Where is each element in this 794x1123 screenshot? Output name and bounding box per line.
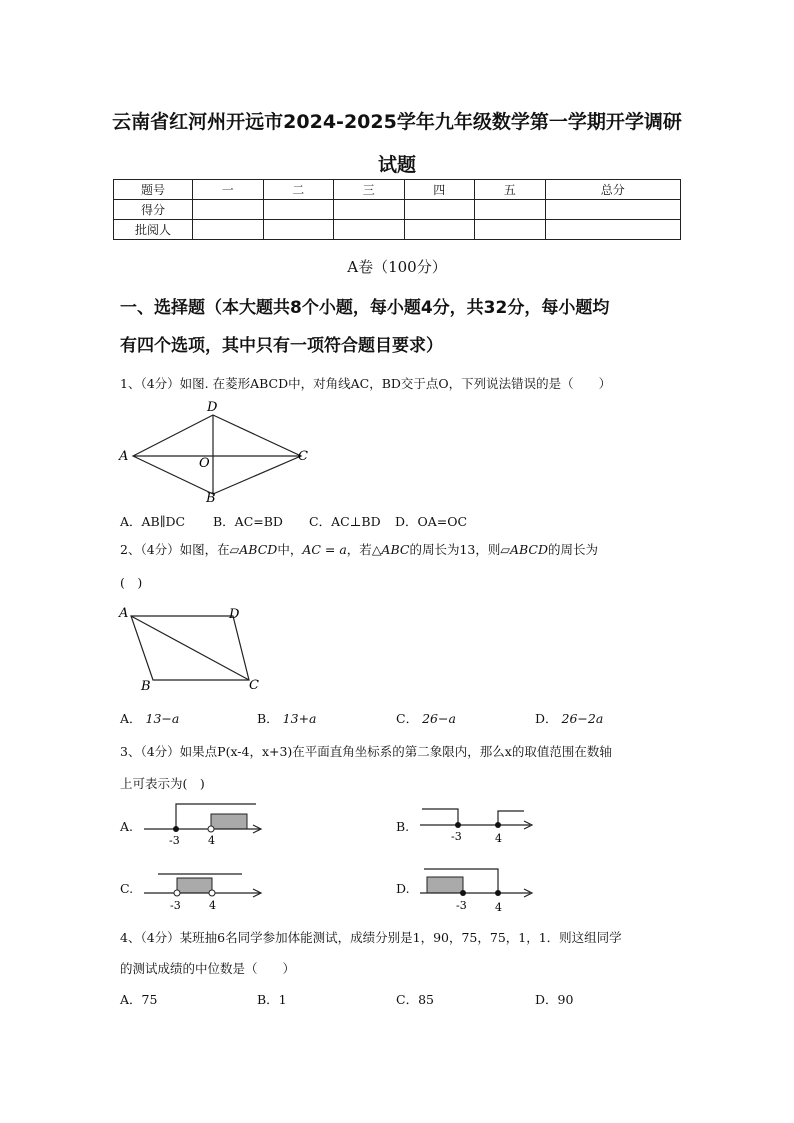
parallelogram-symbol: ▱ABCD [229,542,278,557]
table-cell[interactable] [475,220,546,240]
q4-option-c[interactable]: C．85 [396,992,434,1007]
q3-option-b[interactable]: B. [396,819,410,834]
number-line-d [418,862,548,916]
option-letter: A． [120,711,142,726]
q2-text-part: 的周长为 [548,542,599,557]
tick-label: -3 [456,899,467,912]
tick-label: -3 [170,899,181,912]
table-cell: 二 [263,180,334,200]
label-b: B [206,491,216,504]
table-cell[interactable] [475,200,546,220]
table-row [114,200,681,220]
tick-label: 4 [209,899,216,912]
option-expr: 26−a [422,711,456,726]
section-heading: A卷（100分） [347,258,447,276]
q3-option-d[interactable]: D. [396,881,410,896]
part-heading: 一、选择题（本大题共8个小题，每小题4分，共32分，每小题均 [120,298,610,318]
q1-option-c[interactable]: C．AC⊥BD [309,514,381,529]
q2-math: AC = a [302,542,347,557]
tick-label: -3 [451,830,462,843]
table-cell[interactable] [193,200,264,220]
table-cell[interactable] [545,200,681,220]
option-expr: 13−a [145,711,180,726]
q2-option-a[interactable] [120,709,179,727]
option-letter: B． [257,711,279,726]
q2-option-c[interactable] [396,709,456,727]
table-cell[interactable] [193,220,264,240]
q1-option-b[interactable]: B．AC=BD [213,514,283,529]
q1-option-a[interactable]: A．AB∥DC [120,514,186,529]
question-2-bracket: ( ) [120,575,143,590]
label-c: C [249,678,259,693]
table-cell[interactable] [334,200,405,220]
table-cell[interactable] [334,220,405,240]
number-line-a [140,800,270,850]
question-4-text-line2: 的测试成绩的中位数是（ ） [120,961,296,976]
q2-text-part: 2、（4分）如图，在 [120,542,230,557]
q2-option-b[interactable] [257,709,317,727]
question-3-text-line2: 上可表示为( ) [120,776,205,791]
tick-label: -3 [169,834,180,847]
label-c: C [298,449,308,464]
q4-option-a[interactable]: A．75 [120,992,158,1007]
label-d: D [207,400,218,415]
page-title: 云南省红河州开远市2024-2025学年九年级数学第一学期开学调研 [112,111,682,133]
q2-text-part: 的周长为13，则 [409,542,501,557]
option-expr: 26−2a [561,711,604,726]
option-expr: 13+a [282,711,317,726]
label-d: D [229,607,240,622]
table-row [114,220,681,240]
table-cell: 总分 [545,180,681,200]
table-cell: 得分 [114,200,193,220]
option-letter: C． [396,711,419,726]
table-cell[interactable] [263,200,334,220]
score-table [113,179,681,240]
question-3-text: 3、（4分）如果点P(x-4，x+3)在平面直角坐标系的第二象限内，那么x的取值范围在数轴 [120,744,612,759]
question-4-text: 4、（4分）某班抽6名同学参加体能测试，成绩分别是1，90，75，75，1，1．则这组同学 [120,930,622,945]
rhombus-figure [115,398,325,504]
table-cell[interactable] [263,220,334,240]
table-cell[interactable] [404,220,475,240]
table-cell: 五 [475,180,546,200]
q4-option-d[interactable]: D．90 [535,992,574,1007]
q2-text-part: ，若 [346,542,372,557]
page-title-line2: 试题 [377,154,416,176]
q1-option-d[interactable]: D．OA=OC [395,514,468,529]
label-o: O [199,456,210,471]
label-a: A [119,606,129,621]
table-cell: 题号 [114,180,193,200]
q2-option-d[interactable] [535,709,603,727]
parallelogram-symbol: ▱ABCD [500,542,548,557]
table-row [114,180,681,200]
tick-label: 4 [495,901,502,914]
q4-option-b[interactable]: B．1 [257,992,287,1007]
number-line-c [140,864,270,916]
tick-label: 4 [208,834,215,847]
label-b: B [141,679,151,694]
table-cell: 三 [334,180,405,200]
q2-text-part: 中， [277,542,303,557]
number-line-b [418,800,548,850]
table-cell: 四 [404,180,475,200]
parallelogram-figure [113,602,273,694]
q3-option-a[interactable]: A. [120,819,134,834]
question-1-text: 1、（4分）如图. 在菱形ABCD中，对角线AC，BD交于点O，下列说法错误的是（ ） [120,376,612,391]
triangle-symbol: △ABC [371,542,410,557]
table-cell[interactable] [545,220,681,240]
question-2-text [120,534,680,566]
table-cell[interactable] [404,200,475,220]
option-letter: D． [535,711,558,726]
table-cell: 一 [193,180,264,200]
label-a: A [119,449,129,464]
q3-option-c[interactable]: C. [120,881,134,896]
part-heading-line2: 有四个选项，其中只有一项符合题目要求） [120,336,443,356]
table-cell: 批阅人 [114,220,193,240]
tick-label: 4 [495,832,502,845]
